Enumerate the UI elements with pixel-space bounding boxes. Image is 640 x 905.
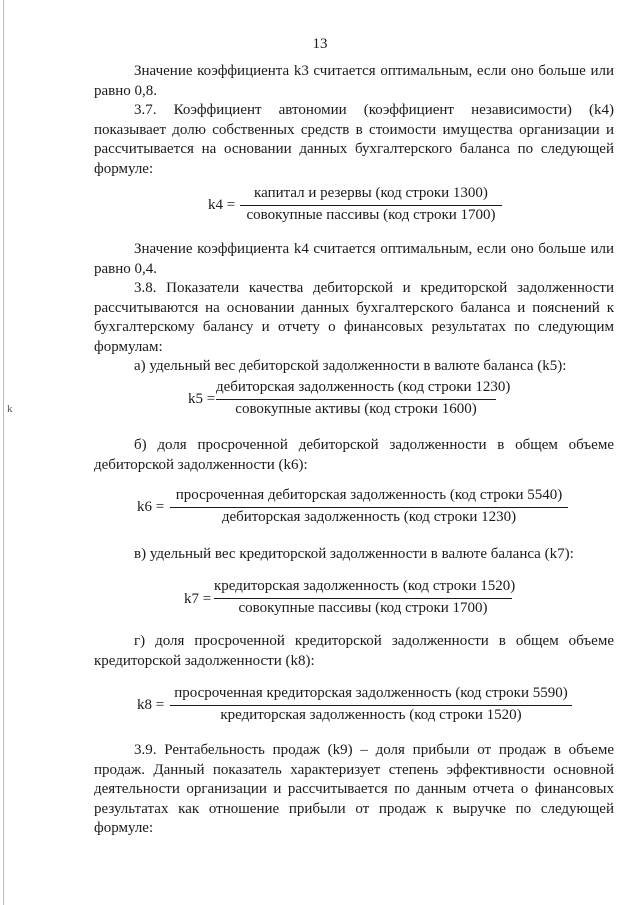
formula-k5-lhs: k5 = (188, 391, 216, 407)
formula-k7-fraction-bar (214, 598, 512, 599)
paragraph-k3-note: Значение коэффициента k3 считается оптимальным, если оно больше или равно 0,8. (94, 63, 614, 99)
formula-k6-lhs: k6 = (137, 499, 165, 515)
formula-k6-fraction-bar (170, 507, 568, 508)
formula-k4-lhs: k4 = (208, 197, 236, 213)
scan-edge (3, 0, 4, 905)
formula-k5-denominator: совокупные активы (код строки 1600) (235, 401, 477, 417)
page-number: 13 (312, 36, 328, 52)
formula-k7-denominator: совокупные пассивы (код строки 1700) (238, 600, 488, 616)
formula-k8-denominator: кредиторская задолженность (код строки 1520) (220, 707, 522, 723)
formula-k4-numerator: капитал и резервы (код строки 1300) (254, 185, 488, 201)
formula-k6-denominator: дебиторская задолженность (код строки 1230) (221, 509, 517, 525)
formula-k5-numerator: дебиторская задолженность (код строки 1230) (216, 379, 511, 395)
item-c: в) удельный вес кредиторской задолженности в валюте баланса (k7): (134, 546, 574, 562)
formula-k8-fraction-bar (170, 705, 572, 706)
formula-k4-denominator: совокупные пассивы (код строки 1700) (246, 207, 496, 223)
paragraph-3-9: 3.9. Рентабельность продаж (k9) – доля прибыли от продаж в объеме продаж. Данный показатель характеризует степень эффективности основной деятельности организации и рассчитывается по данным отчета о финансовых результатах как отношение прибыли от продаж к выручке по следующей формуле: (94, 742, 614, 837)
formula-k5-fraction-bar (216, 399, 496, 400)
formula-k7-lhs: k7 = (184, 591, 212, 607)
formula-k8-numerator: просроченная кредиторская задолженность (код строки 5590) (174, 685, 568, 701)
paragraph-k4-note: Значение коэффициента k4 считается оптимальным, если оно больше или равно 0,4. (94, 241, 614, 277)
item-b: б) доля просроченной дебиторской задолженности в общем объеме дебиторской задолженности (k6): (94, 437, 614, 473)
margin-mark: k (7, 403, 13, 415)
formula-k6-numerator: просроченная дебиторская задолженность (код строки 5540) (175, 487, 563, 503)
formula-k8-lhs: k8 = (137, 697, 165, 713)
paragraph-3-8: 3.8. Показатели качества дебиторской и кредиторской задолженности рассчитываются на основании данных бухгалтерского баланса и пояснений к бухгалтерскому балансу и отчету о финансовых результатах по следующим формулам: (94, 280, 614, 355)
formula-k4-fraction-bar (240, 205, 502, 206)
item-d: г) доля просроченной кредиторской задолженности в общем объеме кредиторской задолженности (k8): (94, 633, 614, 669)
paragraph-3-7: 3.7. Коэффициент автономии (коэффициент независимости) (k4) показывает долю собственных средств в стоимости имущества организации и рассчитывается на основании данных бухгалтерского баланса по следующей формуле: (94, 102, 614, 177)
formula-k7-numerator: кредиторская задолженность (код строки 1520) (214, 578, 516, 594)
item-a: а) удельный вес дебиторской задолженности в валюте баланса (k5): (134, 358, 567, 374)
